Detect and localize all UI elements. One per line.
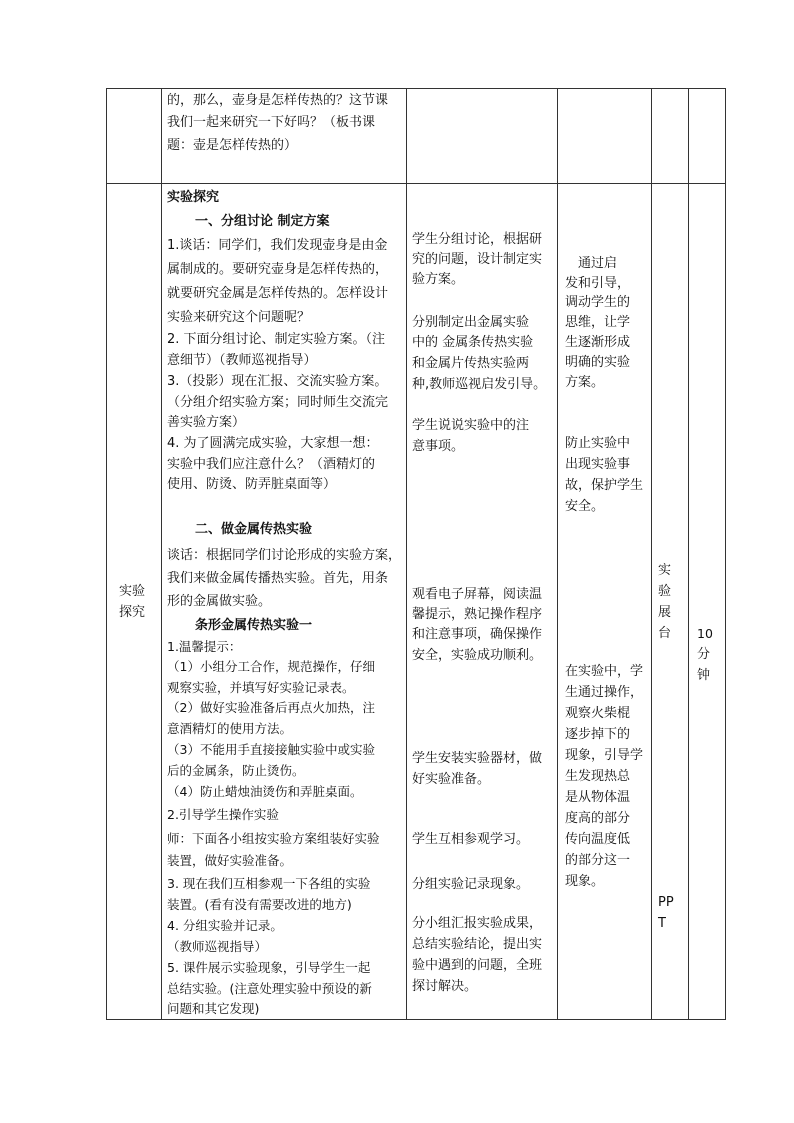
student-line: 意事项。 [412, 439, 465, 454]
time-char: 钟 [697, 668, 711, 683]
teacher-line: 谈话：根据同学们讨论形成的实验方案， [167, 548, 402, 563]
intent-line: 方案。 [565, 375, 605, 390]
intent-line: 出现实验事 [565, 457, 631, 472]
student-line: 安全，实验成功顺利。 [412, 648, 543, 663]
col-border-1 [161, 88, 162, 1020]
student-line: 分别制定出金属实验 [412, 315, 530, 330]
teacher-line: 3. 现在我们互相参观一下各组的实验 [167, 876, 371, 891]
teacher-line: 意细节）（教师巡视指导） [167, 353, 317, 368]
student-line: 和金属片传热实验两 [412, 356, 530, 371]
student-line: 学生安装实验器材，做 [412, 751, 543, 766]
intent-line: 现象，引导学 [565, 748, 644, 763]
intent-line: 明确的实验 [565, 355, 631, 370]
subsection-title: 条形金属传热实验一 [195, 618, 313, 633]
teacher-line: 4. 分组实验并记录。 [167, 918, 283, 933]
intent-line: 生通过操作， [565, 685, 644, 700]
teacher-line: （3）不能用手直接接触实验中或实验 [167, 742, 375, 757]
teacher-line: 师：下面各小组按实验方案组装好实验 [167, 831, 380, 846]
student-line: 观看电子屏幕，阅读温 [412, 587, 543, 602]
teacher-line: 就要研究金属是怎样传热的。怎样设计 [167, 286, 389, 301]
stage-label: 实验 [119, 584, 146, 599]
col-border-6 [725, 88, 726, 1020]
media-char: 展 [658, 605, 672, 620]
student-line: 馨提示，熟记操作程序 [412, 607, 543, 622]
teacher-line: 后的金属条，防止烫伤。 [167, 763, 305, 778]
row1-text-line: 的，那么，壶身是怎样传热的？这节课 [167, 93, 389, 108]
teacher-line: 装置。(看有没有需要改进的地方) [167, 897, 352, 912]
teacher-line: 实验中我们应注意什么？（酒精灯的 [167, 457, 376, 472]
student-line: 究的问题，设计制定实 [412, 252, 543, 267]
teacher-line: 总结实验。(注意处理实验中预设的新 [167, 981, 372, 996]
student-line: 学生互相参观学习。 [412, 832, 530, 847]
intent-line: 逐步掉下的 [565, 727, 631, 742]
media-char: T [658, 916, 666, 931]
student-line: 中的 金属条传热实验 [412, 335, 534, 350]
section-title: 一、分组讨论 制定方案 [195, 214, 330, 229]
teacher-line: 我们来做金属传播热实验。首先，用条 [167, 571, 389, 586]
teacher-line: （分组介绍实验方案；同时师生交流完 [167, 395, 389, 410]
section-title: 二、做金属传热实验 [195, 522, 313, 537]
intent-line: 故，保护学生 [565, 478, 644, 493]
teacher-line: 观察实验，并填写好实验记录表。 [167, 680, 355, 695]
teacher-line: （1）小组分工合作，规范操作，仔细 [167, 659, 375, 674]
stage-label: 探究 [119, 605, 146, 620]
student-line: 好实验准备。 [412, 772, 491, 787]
teacher-line: 善实验方案） [167, 415, 246, 430]
media-char: 验 [658, 584, 672, 599]
student-line: 总结实验结论，提出实 [412, 937, 543, 952]
student-line: 探讨解决。 [412, 979, 478, 994]
intent-line: 调动学生的 [565, 295, 631, 310]
col-border-4 [651, 88, 652, 1020]
intent-line: 通过启 [565, 256, 618, 271]
table-bottom-border [106, 1019, 726, 1020]
intent-line: 是从物体温 [565, 790, 631, 805]
intent-line: 生发现热总 [565, 769, 631, 784]
intent-line: 传向温度低 [565, 832, 631, 847]
intent-line: 度高的部分 [565, 811, 631, 826]
teacher-line: 使用、防烫、防弄脏桌面等） [167, 477, 337, 492]
col-border-5 [688, 88, 689, 1020]
col-border-3 [557, 88, 558, 1020]
teacher-line: 1.谈话：同学们，我们发现壶身是由金 [167, 238, 388, 253]
teacher-line: （2）做好实验准备后再点火加热，注 [167, 700, 375, 715]
teacher-line: 5. 课件展示实验现象，引导学生一起 [167, 960, 371, 975]
teacher-line: （4）防止蜡烛油烫伤和弄脏桌面。 [167, 784, 363, 799]
teacher-line: 实验来研究这个问题呢？ [167, 310, 311, 325]
media-char: 实 [658, 563, 672, 578]
intent-line: 现象。 [565, 874, 605, 889]
time-char: 分 [697, 647, 711, 662]
intent-line: 的部分这一 [565, 853, 631, 868]
col-border-0 [106, 88, 107, 1020]
intent-line: 安全。 [565, 499, 605, 514]
teacher-line: 属制成的。要研究壶身是怎样传热的， [167, 262, 389, 277]
teacher-line: 问题和其它发现) [167, 1001, 260, 1016]
time-value: 10 [697, 626, 713, 641]
intent-line: 发和引导， [565, 276, 631, 291]
teacher-line: 3.（投影）现在汇报、交流实验方案。 [167, 374, 388, 389]
intent-line: 观察火柴棍 [565, 706, 631, 721]
row1-text-line: 题：壶是怎样传热的） [167, 138, 298, 153]
media-char: PP [658, 895, 674, 910]
teacher-line: 装置，做好实验准备。 [167, 853, 293, 868]
student-line: 和注意事项，确保操作 [412, 627, 543, 642]
intent-line: 防止实验中 [565, 436, 631, 451]
teacher-line: 意酒精灯的使用方法。 [167, 721, 293, 736]
col-border-2 [406, 88, 407, 1020]
teacher-heading: 实验探究 [167, 190, 220, 205]
intent-line: 生逐渐形成 [565, 335, 631, 350]
student-line: 验中遇到的问题，全班 [412, 958, 543, 973]
student-line: 种,教师巡视启发引导。 [412, 377, 547, 392]
intent-line: 在实验中，学 [565, 664, 644, 679]
student-line: 分组实验记录现象。 [412, 877, 530, 892]
teacher-line: 2.引导学生操作实验 [167, 807, 279, 822]
row-divider [106, 183, 726, 184]
media-char: 台 [658, 626, 672, 641]
intent-line: 思维，让学 [565, 315, 631, 330]
teacher-line: 4. 为了圆满完成实验，大家想一想： [167, 436, 379, 451]
student-line: 学生分组讨论，根据研 [412, 232, 543, 247]
table-top-border [106, 88, 726, 89]
row1-text-line: 我们一起来研究一下好吗？（板书课 [167, 115, 376, 130]
student-line: 验方案。 [412, 272, 465, 287]
teacher-line: 1.温馨提示： [167, 639, 242, 654]
teacher-line: （教师巡视指导） [167, 939, 268, 954]
teacher-line: 2. 下面分组讨论、制定实验方案。（注 [167, 332, 386, 347]
teacher-line: 形的金属做实验。 [167, 594, 272, 609]
student-line: 分小组汇报实验成果， [412, 916, 543, 931]
student-line: 学生说说实验中的注 [412, 418, 530, 433]
